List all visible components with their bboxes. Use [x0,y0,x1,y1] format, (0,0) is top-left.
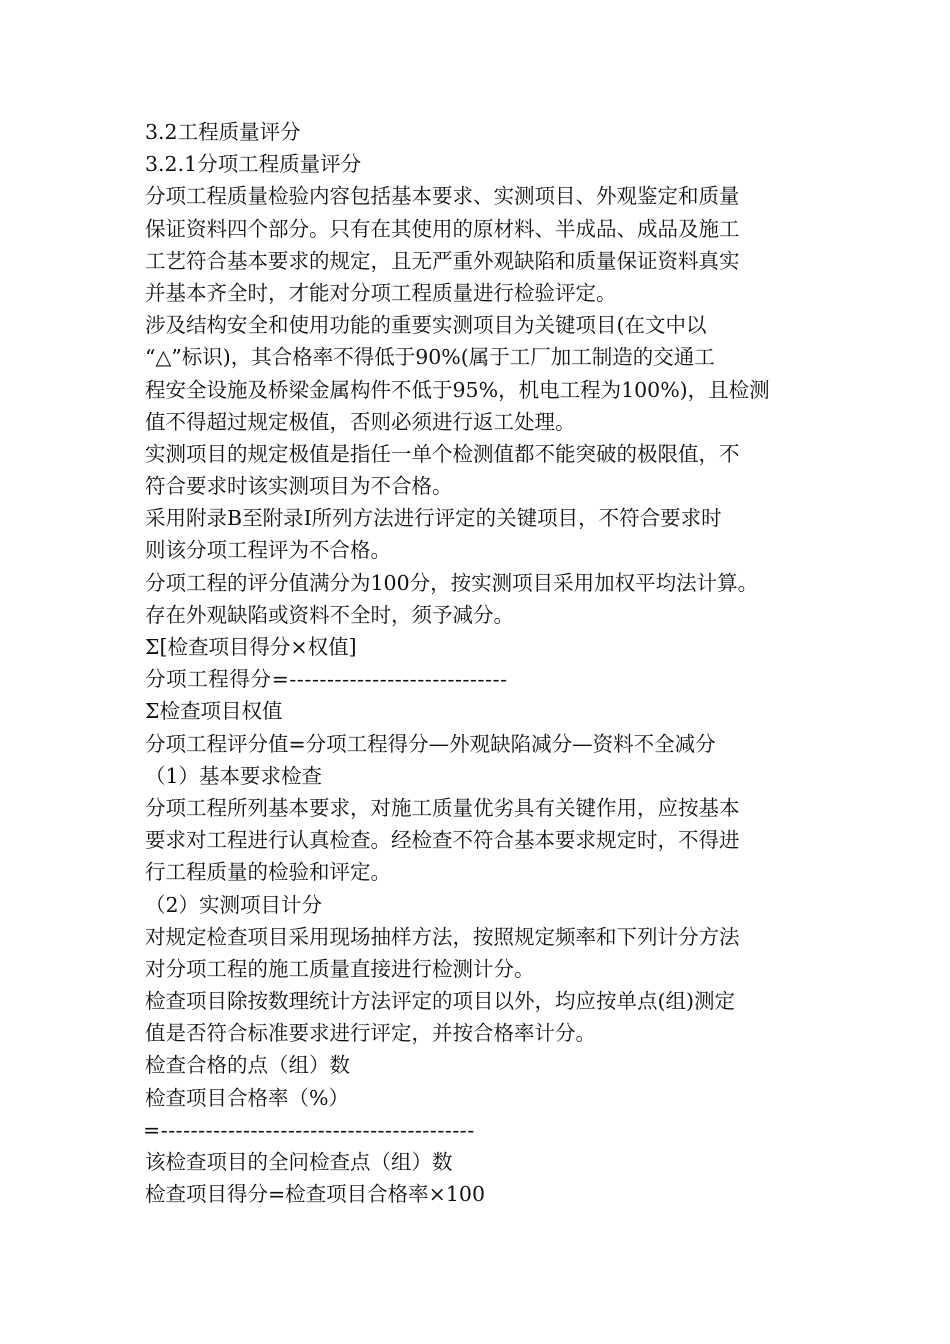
formula-label: 检查项目合格率（%） [145,1085,349,1110]
text-line: 分项工程质量检验内容包括基本要求、实测项目、外观鉴定和质量 [145,184,740,209]
text-line: 并基本齐全时，才能对分项工程质量进行检验评定。 [145,280,617,305]
text-line: 对分项工程的施工质量直接进行检测计分。 [145,956,535,981]
text-line: 实测项目的规定极值是指任一单个检测值都不能突破的极限值，不 [145,441,740,466]
text-line: 分项工程所列基本要求，对施工质量优劣具有关键作用，应按基本 [145,795,740,820]
text-line: “△”标识)，其合格率不得低于90%(属于工厂加工制造的交通工 [145,345,715,370]
formula-numerator: 检查合格的点（组）数 [145,1053,350,1078]
text-line: 要求对工程进行认真检查。经检查不符合基本要求规定时，不得进 [145,828,740,853]
formula-denominator: 该检查项目的全问检查点（组）数 [145,1150,453,1174]
text-line: 检查项目除按数理统计方法评定的项目以外，均应按单点(组)测定 [145,989,735,1014]
formula-fraction-line: 分项工程得分=----------------------------- [145,667,508,692]
text-line: 对规定检查项目采用现场抽样方法，按照规定频率和下列计分方法 [145,924,740,949]
section-heading: 3.2工程质量评分 [145,120,301,144]
text-line: 则该分项工程评为不合格。 [145,538,391,563]
text-line: 行工程质量的检验和评定。 [145,860,391,885]
formula-denominator: Σ检查项目权值 [145,699,283,724]
formula-numerator: Σ[检查项目得分×权值] [145,635,357,659]
document-page [145,116,845,1210]
formula-line: 检查项目得分=检查项目合格率×100 [145,1182,485,1207]
text-line: 存在外观缺陷或资料不全时，须予减分。 [145,602,514,627]
text-line: 涉及结构安全和使用功能的重要实测项目为关键项目(在文中以 [145,313,707,338]
text-line: 符合要求时该实测项目为不合格。 [145,474,453,499]
text-line: 工艺符合基本要求的规定，且无严重外观缺陷和质量保证资料真实 [145,248,740,273]
text-line: 保证资料四个部分。只有在其使用的原材料、半成品、成品及施工 [145,216,740,241]
text-line: 分项工程的评分值满分为100分，按实测项目采用加权平均法计算。 [145,570,759,595]
subsection-heading: 3.2.1分项工程质量评分 [145,152,362,177]
formula-line: 分项工程评分值=分项工程得分—外观缺陷减分—资料不全减分 [145,731,716,756]
text-line: 采用附录B至附录I所列方法进行评定的关键项目，不符合要求时 [145,506,722,531]
text-line: 值是否符合标准要求进行评定，并按合格率计分。 [145,1021,596,1046]
item-heading: （1）基本要求检查 [145,763,323,788]
formula-fraction-line: =------------------------------------------ [143,1117,475,1142]
item-heading: （2）实测项目计分 [145,892,323,917]
text-line: 值不得超过规定极值，否则必须进行返工处理。 [145,409,576,434]
text-line: 程安全设施及桥梁金属构件不低于95%，机电工程为100%)，且检测 [145,377,770,402]
